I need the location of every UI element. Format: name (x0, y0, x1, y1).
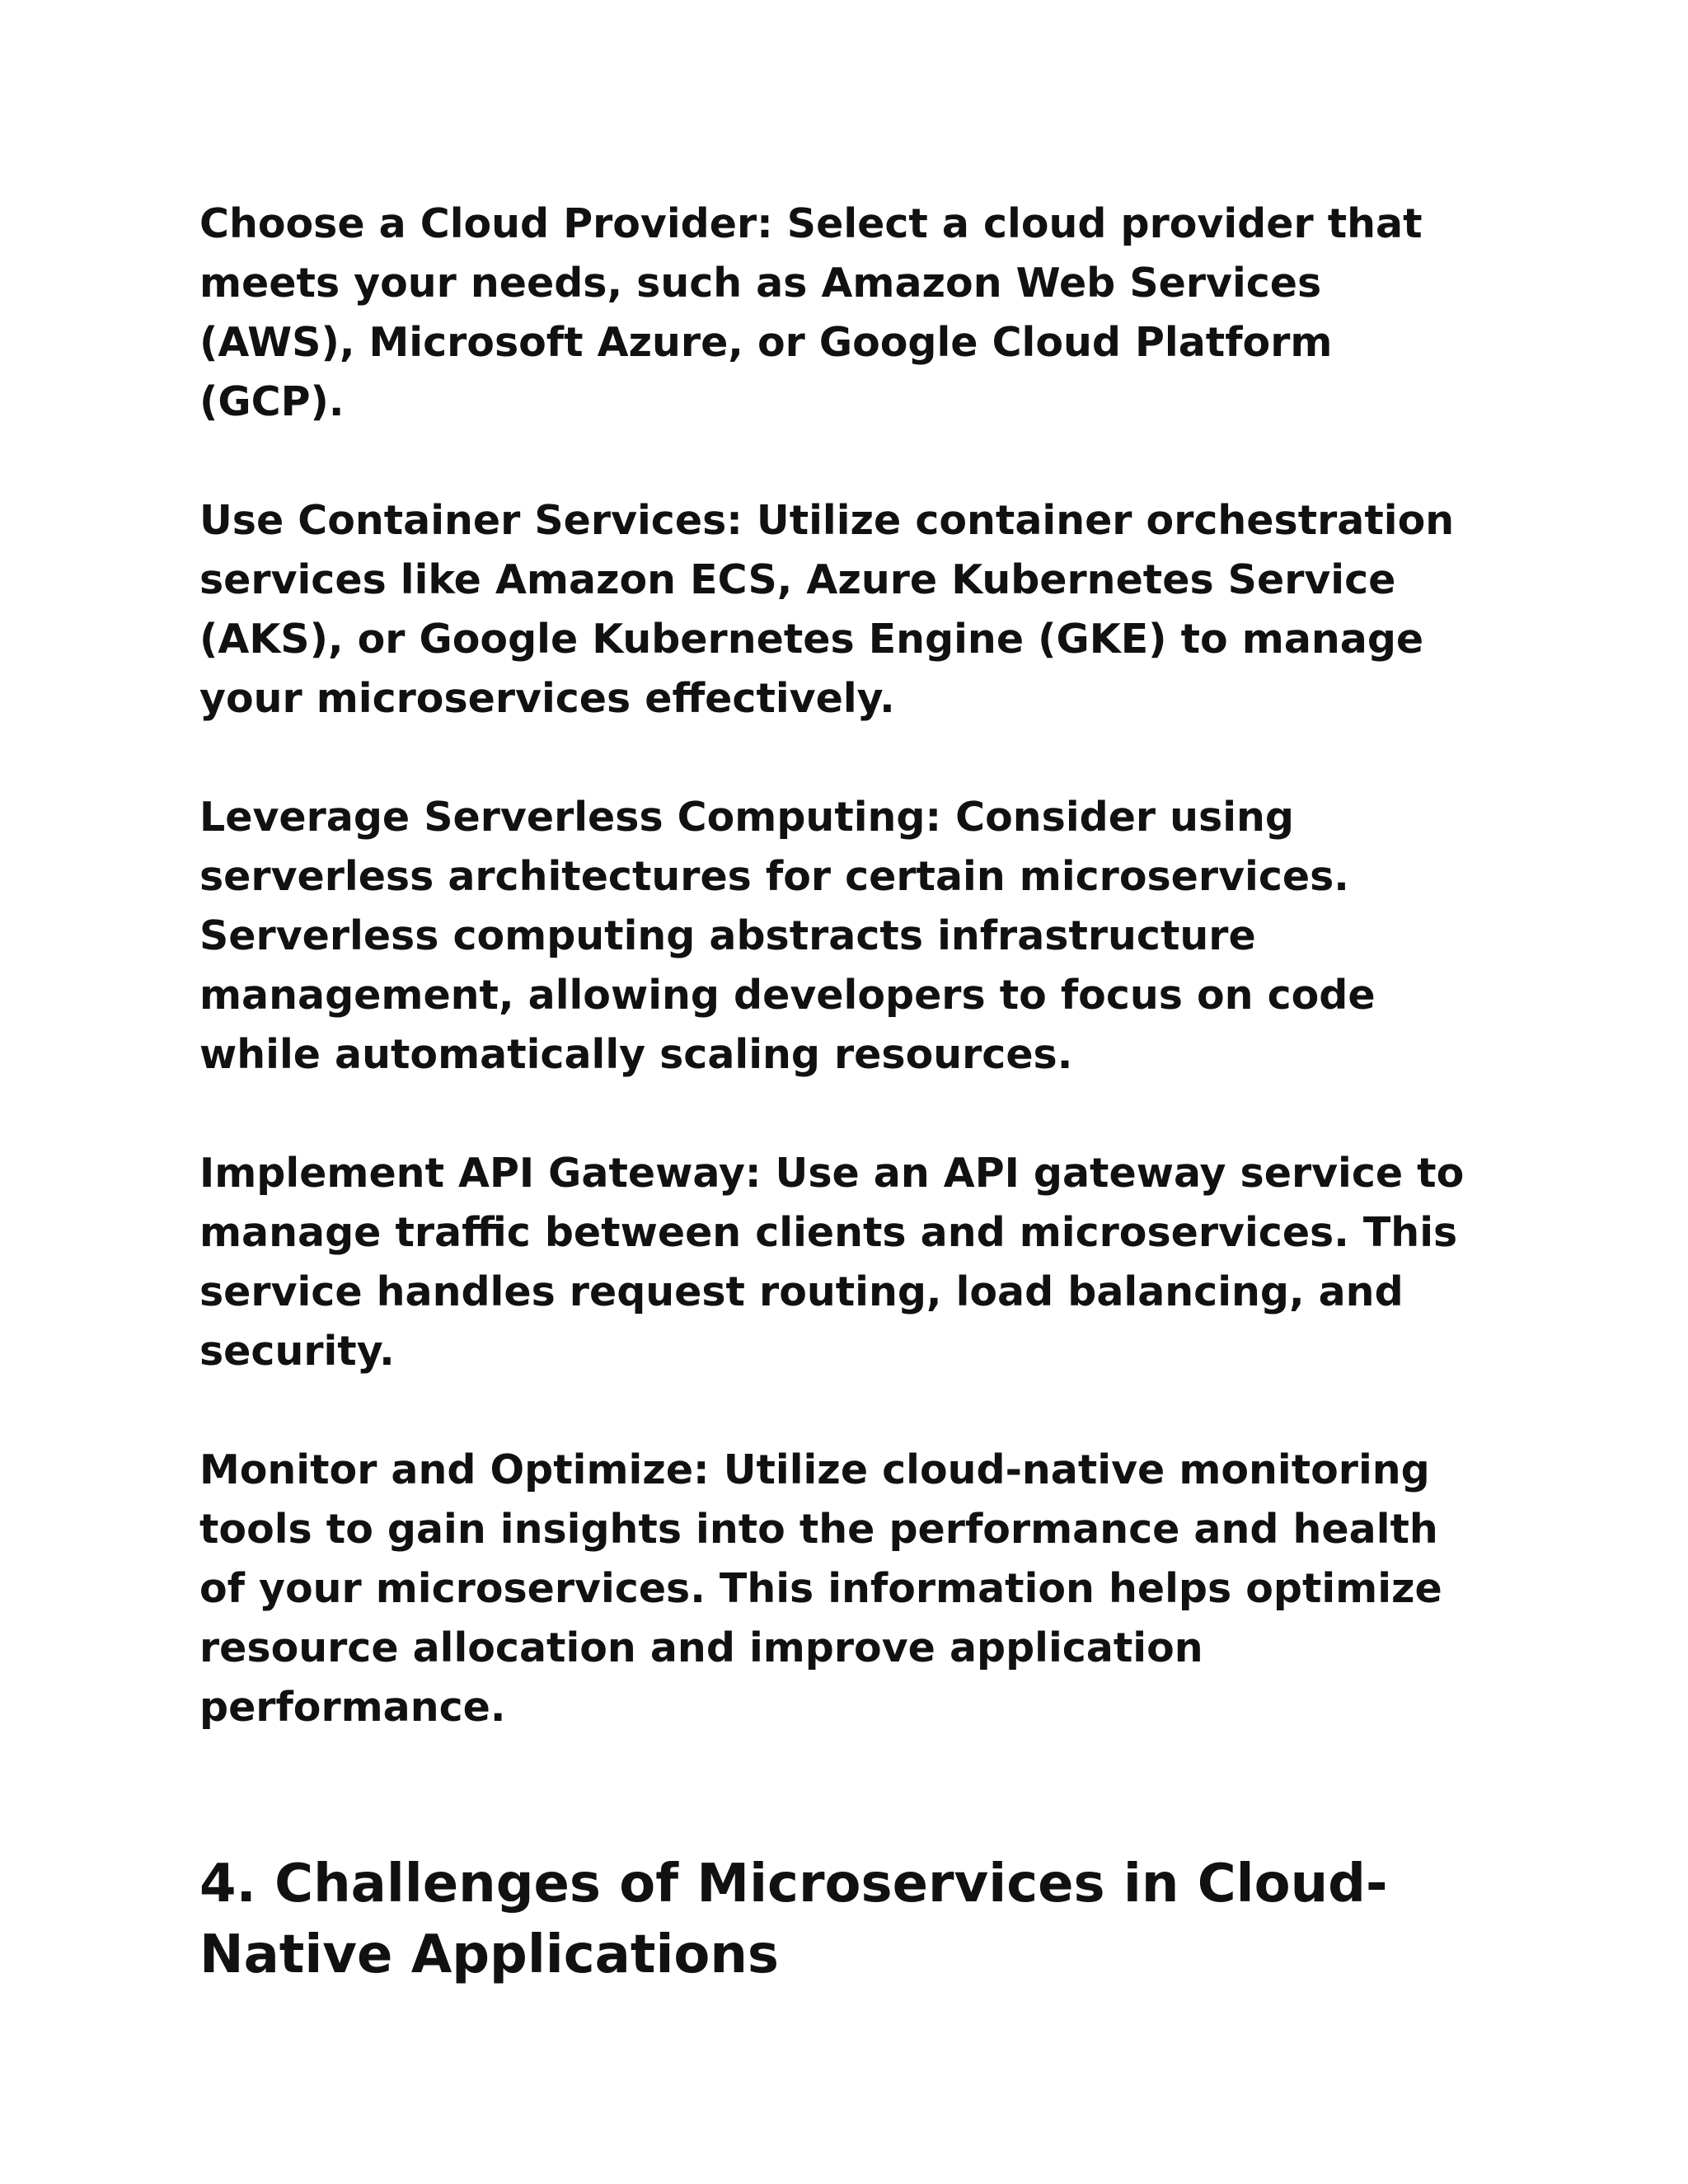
paragraph-choose-cloud-provider: Choose a Cloud Provider: Select a cloud provider that meets your needs, such as Amazon Web Services (AWS), Microsoft Azure, or Google Cloud Platform (GCP). (199, 200, 1423, 425)
paragraph-leverage-serverless-computing: Leverage Serverless Computing: Consider using serverless architectures for certain microservices. Serverless computing abstracts infrastructure management, allowing developers to focus on code while automatically scaling resources. (199, 794, 1376, 1078)
paragraph-implement-api-gateway: Implement API Gateway: Use an API gateway service to manage traffic between clients and microservices. This service handles request routing, load balancing, and security. (199, 1150, 1465, 1375)
paragraph-use-container-services: Use Container Services: Utilize container orchestration services like Amazon ECS, Azure Kubernetes Service (AKS), or Google Kubernetes Engine (GKE) to manage your microservices effectively. (199, 497, 1455, 722)
paragraph-monitor-and-optimize: Monitor and Optimize: Utilize cloud-native monitoring tools to gain insights into the performance and health of your microservices. This information helps optimize resource allocation and improve application performance. (199, 1446, 1442, 1731)
document-body (199, 194, 1485, 1990)
section-heading: 4. Challenges of Microservices in Cloud-Native Applications (199, 1854, 1388, 1985)
